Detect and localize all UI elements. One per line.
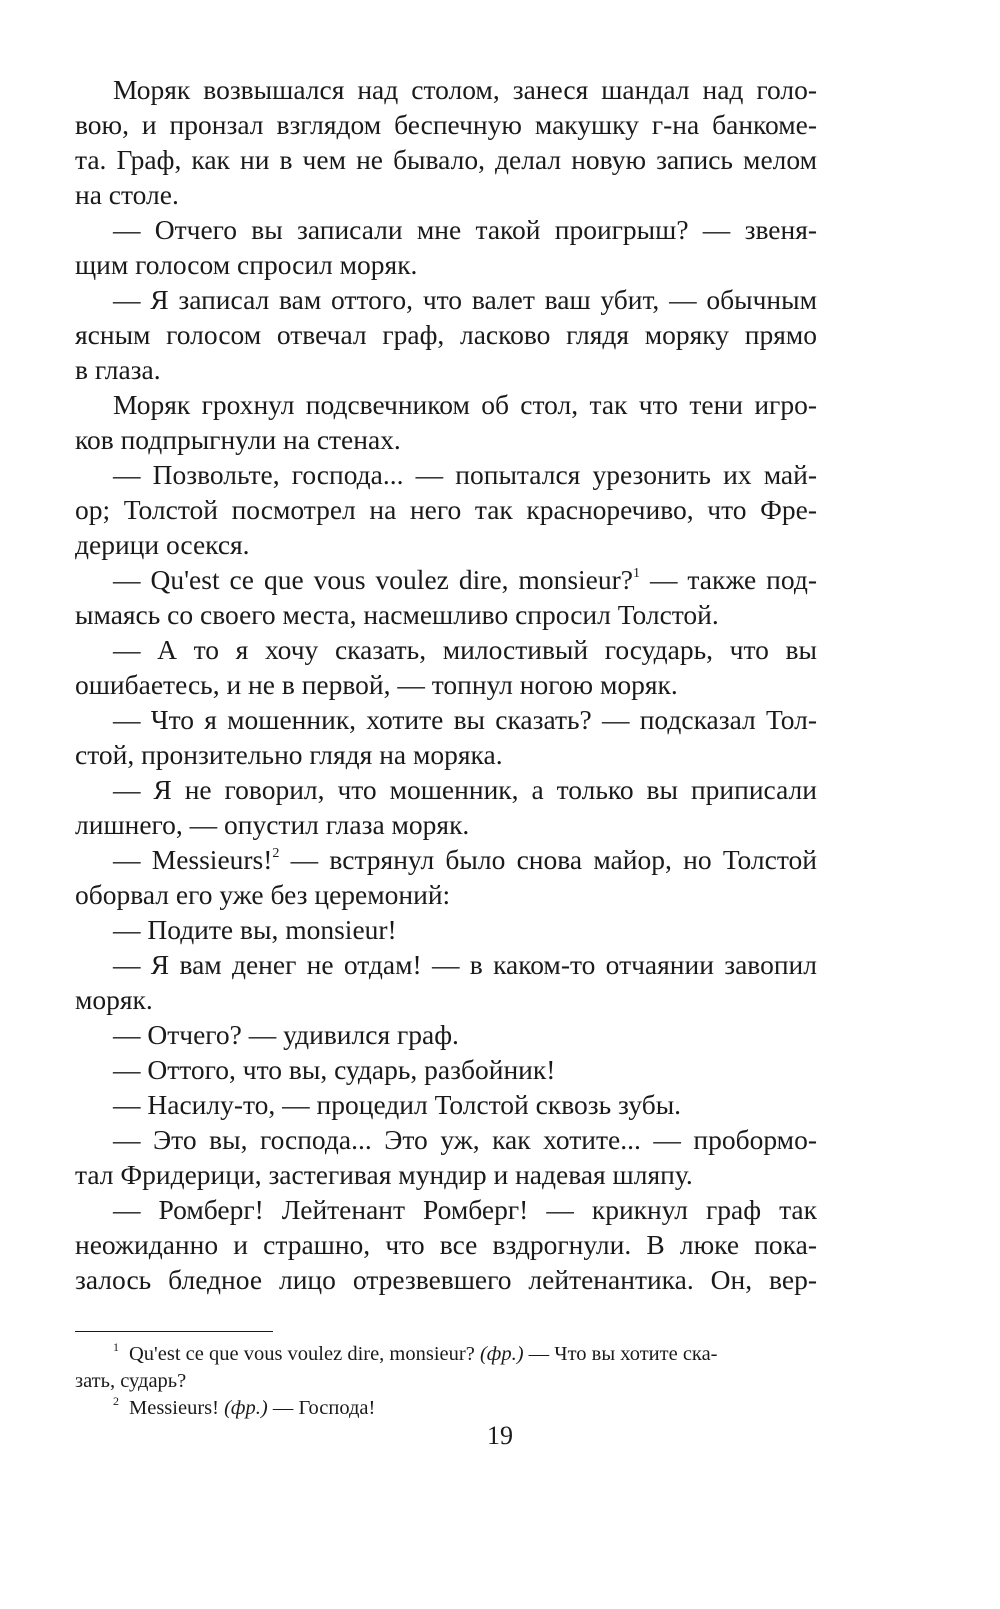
footnote-mark: 2: [113, 1394, 119, 1408]
footnote-language-abbr: (фр.): [479, 1343, 524, 1365]
text-line: [75, 387, 817, 422]
line-text: Моряк возвышался над столом, занеся шандал над голо-: [113, 74, 817, 105]
line-text: стой, пронзительно глядя на моряка.: [75, 739, 503, 770]
text-line: [75, 912, 817, 947]
line-text: оборвал его уже без церемоний:: [75, 879, 451, 910]
line-text: — Это вы, господа... Это уж, как хотите... — пробормо-: [113, 1124, 817, 1155]
text-line: [75, 1262, 817, 1297]
text-line: [75, 562, 817, 597]
page-number: 19: [487, 1421, 513, 1450]
text-line: [75, 177, 817, 212]
footnote-separator: [75, 1331, 273, 1332]
text-line: [75, 1122, 817, 1157]
footnote-text: Qu'est ce que vous voulez dire, monsieur?: [129, 1343, 480, 1365]
line-text: — Qu'est ce que vous voulez dire, monsieur?: [113, 564, 633, 595]
footnote-2: [75, 1395, 817, 1422]
text-line: [75, 632, 817, 667]
line-text: — Я записал вам оттого, что валет ваш убит, — обычным: [113, 284, 817, 315]
text-line: [75, 702, 817, 737]
footnote-1-continuation: зать, сударь?: [75, 1370, 187, 1392]
line-text: — Оттого, что вы, сударь, разбойник!: [113, 1054, 556, 1085]
line-text: ков подпрыгнули на стенах.: [75, 424, 401, 455]
text-line: [75, 842, 817, 877]
line-text: — Отчего вы записали мне такой проигрыш? — звеня-: [113, 214, 817, 245]
text-line: [75, 597, 817, 632]
line-text: — Что я мошенник, хотите вы сказать? — подсказал Тол-: [113, 704, 817, 735]
line-text: — Ромберг! Лейтенант Ромберг! — крикнул граф так: [113, 1194, 817, 1225]
text-line: [75, 422, 817, 457]
line-text: вою, и пронзал взглядом беспечную макушку г-на банкоме-: [75, 109, 817, 140]
text-line: [75, 737, 817, 772]
footnote-1: [75, 1341, 817, 1368]
text-line: [75, 457, 817, 492]
line-text: щим голосом спросил моряк.: [75, 249, 418, 280]
line-text: — Позвольте, господа... — попытался урезонить их май-: [113, 459, 817, 490]
line-text: Моряк грохнул подсвечником об стол, так что тени игро-: [113, 389, 817, 420]
footnote-reference: 1: [632, 566, 640, 581]
text-line: [75, 667, 817, 702]
body-text: [75, 72, 817, 1297]
line-text: ясным голосом отвечал граф, ласково глядя моряку прямо: [75, 319, 817, 350]
line-text: на столе.: [75, 179, 179, 210]
line-text: та. Граф, как ни в чем не бывало, делал новую запись мелом: [75, 144, 817, 175]
line-text: — встрянул было снова майор, но Толстой: [279, 844, 817, 875]
text-line: [75, 772, 817, 807]
text-line: [75, 527, 817, 562]
text-line: [75, 142, 817, 177]
text-line: [75, 947, 817, 982]
text-line: [75, 1192, 817, 1227]
text-line: [75, 1227, 817, 1262]
line-text: лишнего, — опустил глаза моряк.: [75, 809, 470, 840]
footnote-mark: 1: [113, 1340, 119, 1354]
text-line: [75, 72, 817, 107]
line-text: залось бледное лицо отрезвевшего лейтенантика. Он, вер-: [75, 1264, 817, 1295]
line-text: — Подите вы, monsieur!: [113, 914, 397, 945]
text-line: [75, 1157, 817, 1192]
line-text: неожиданно и страшно, что все вздрогнули. В люке пока-: [75, 1229, 817, 1260]
line-text: в глаза.: [75, 354, 161, 385]
text-line: [75, 352, 817, 387]
line-text: ымаясь со своего места, насмешливо спросил Толстой.: [75, 599, 719, 630]
footnote-reference: 2: [272, 846, 280, 861]
line-text: дерици осекся.: [75, 529, 250, 560]
footnotes: [75, 1341, 817, 1422]
line-text: — также под-: [639, 564, 817, 595]
text-line: [75, 1087, 817, 1122]
text-line: [75, 247, 817, 282]
text-line: [75, 877, 817, 912]
line-text: ор; Толстой посмотрел на него так красноречиво, что Фре-: [75, 494, 817, 525]
text-line: [75, 107, 817, 142]
line-text: — Я вам денег не отдам! — в каком-то отчаянии завопил: [113, 949, 817, 980]
footnote-text: — Что вы хотите ска-: [523, 1343, 718, 1365]
footnote-language-abbr: (фр.): [224, 1397, 268, 1419]
text-line: [75, 982, 817, 1017]
line-text: — А то я хочу сказать, милостивый государь, что вы: [113, 634, 817, 665]
line-text: моряк.: [75, 984, 153, 1015]
line-text: — Я не говорил, что мошенник, а только вы приписали: [113, 774, 817, 805]
line-text: — Отчего? — удивился граф.: [113, 1019, 459, 1050]
text-line: [75, 282, 817, 317]
footnote-text: — Господа!: [267, 1397, 376, 1419]
text-line: [75, 492, 817, 527]
line-text: — Messieurs!: [113, 844, 273, 875]
text-line: [75, 212, 817, 247]
line-text: тал Фридерици, застегивая мундир и надевая шляпу.: [75, 1159, 693, 1190]
line-text: — Насилу-то, — процедил Толстой сквозь зубы.: [113, 1089, 682, 1120]
text-line: [75, 317, 817, 352]
text-line: [75, 1052, 817, 1087]
line-text: ошибаетесь, и не в первой, — топнул ногою моряк.: [75, 669, 678, 700]
footnote-text: Messieurs!: [129, 1397, 225, 1419]
text-line: [75, 1017, 817, 1052]
text-line: [75, 807, 817, 842]
